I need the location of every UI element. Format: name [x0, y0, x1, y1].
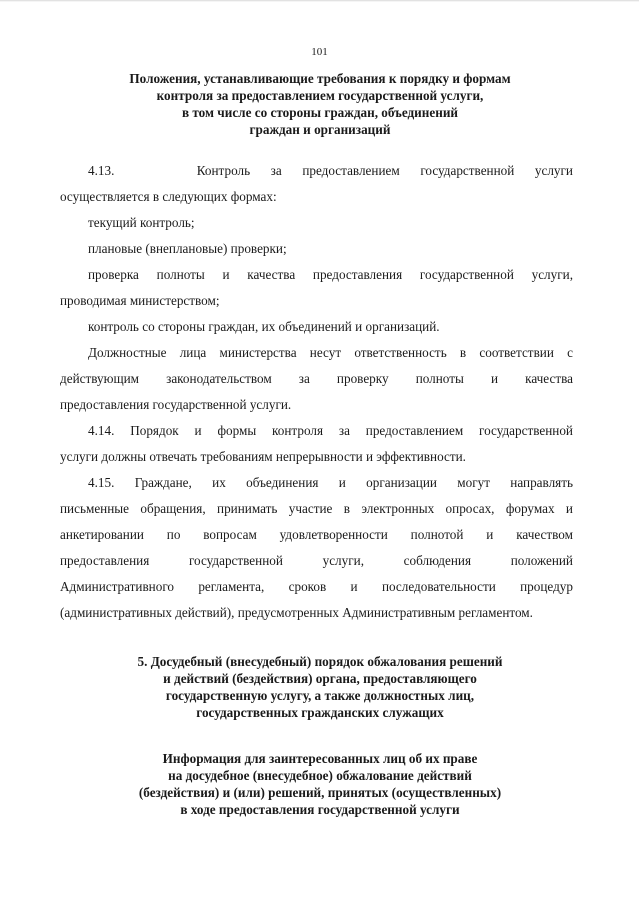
heading-line: в ходе предоставления государственной услуги: [180, 802, 460, 817]
heading-line: в том числе со стороны граждан, объединений: [181, 105, 459, 120]
heading-line: на досудебное (внесудебное) обжалование действий: [168, 768, 472, 783]
paragraph-line: письменные обращения, принимать участие в электронных опросах, форумах и: [60, 501, 573, 516]
paragraph-line: 4.13. Контроль за предоставлением государственной услуги: [88, 163, 573, 178]
section-heading-control: [60, 70, 580, 138]
heading-line: Информация для заинтересованных лиц об их праве: [162, 751, 478, 766]
list-item: контроль со стороны граждан, их объединений и организаций.: [88, 319, 440, 334]
paragraph-line: предоставления государственной услуги.: [60, 397, 292, 412]
list-item: плановые (внеплановые) проверки;: [88, 241, 287, 256]
paragraph-line: анкетировании по вопросам удовлетворенности полнотой и качеством: [60, 527, 573, 542]
paragraph-line: 4.15. Граждане, их объединения и организации могут направлять: [88, 475, 573, 490]
section-heading-info: [60, 750, 580, 818]
paragraph-line: Должностные лица министерства несут ответственность в соответствии с: [88, 345, 573, 360]
page-top-edge: [0, 0, 639, 2]
paragraph-line: Административного регламента, сроков и последовательности процедур: [60, 579, 573, 594]
heading-line: граждан и организаций: [249, 122, 391, 137]
paragraph-line: услуги должны отвечать требованиям непрерывности и эффективности.: [60, 449, 466, 464]
paragraph-line: осуществляется в следующих формах:: [60, 189, 277, 204]
heading-line: (бездействия) и (или) решений, принятых (осуществленных): [138, 785, 502, 800]
section-heading-appeal: [60, 653, 580, 721]
heading-line: 5. Досудебный (внесудебный) порядок обжалования решений: [137, 654, 503, 669]
heading-line: государственную услугу, а также должностных лиц,: [165, 688, 475, 703]
page-number: 101: [311, 46, 328, 58]
paragraph-line: действующим законодательством за проверку полноты и качества: [60, 371, 573, 386]
paragraph-line: (административных действий), предусмотренных Административным регламентом.: [60, 605, 533, 620]
paragraph-line: проводимая министерством;: [60, 293, 220, 308]
heading-line: контроля за предоставлением государственной услуги,: [156, 88, 484, 103]
heading-line: Положения, устанавливающие требования к порядку и формам: [129, 71, 511, 86]
list-item: проверка полноты и качества предоставления государственной услуги,: [88, 267, 573, 282]
heading-line: государственных гражданских служащих: [196, 705, 444, 720]
heading-line: и действий (бездействия) органа, предоставляющего: [163, 671, 477, 686]
paragraph-line: 4.14. Порядок и формы контроля за предоставлением государственной: [88, 423, 573, 438]
paragraph-line: предоставления государственной услуги, соблюдения положений: [60, 553, 573, 568]
list-item: текущий контроль;: [88, 215, 195, 230]
